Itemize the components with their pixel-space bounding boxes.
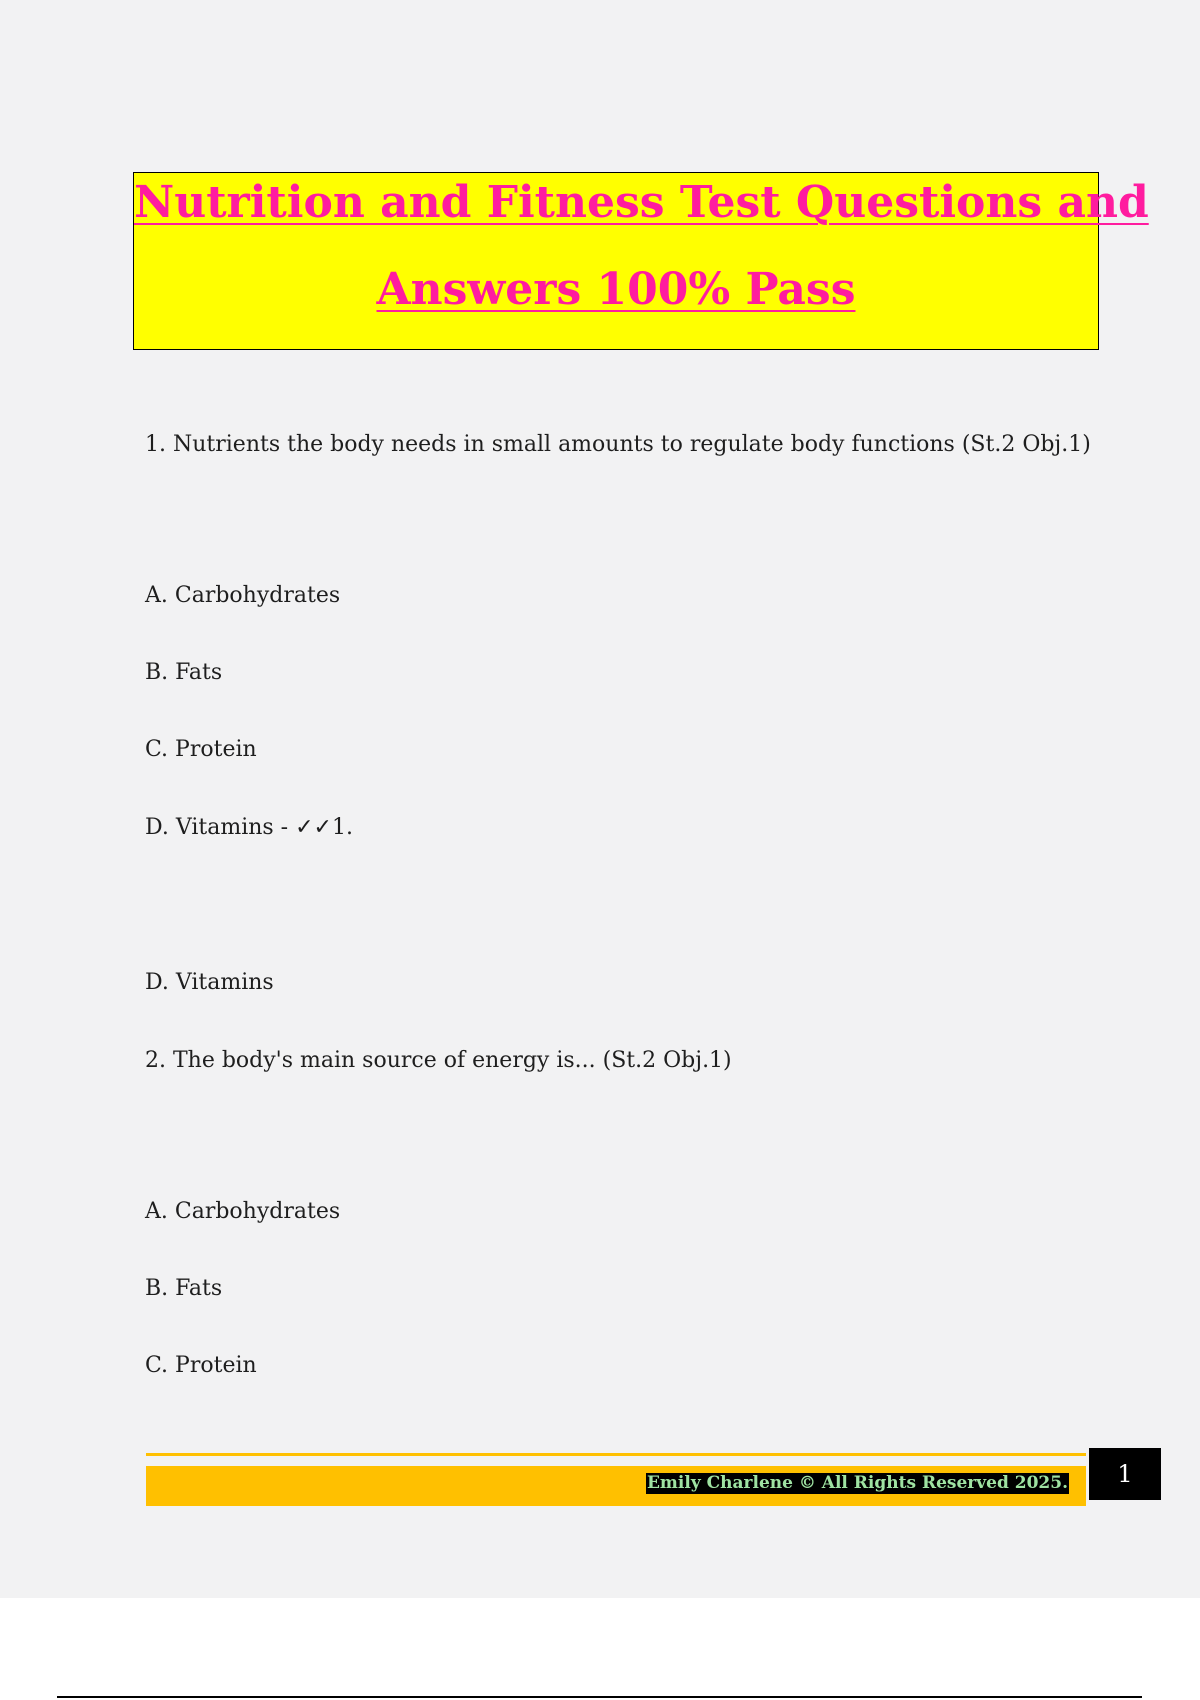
double-check-icon: ✓✓ — [295, 815, 332, 840]
footer-band — [146, 1466, 1086, 1506]
question-1-option-b: B. Fats — [145, 660, 223, 685]
footer-rule — [146, 1453, 1086, 1456]
question-1-option-d — [145, 814, 353, 842]
question-2-prompt: 2. The body's main source of energy is... (St.2 Obj.1) — [145, 1048, 732, 1073]
question-1-option-c: C. Protein — [145, 737, 257, 762]
footer-credit: Emily Charlene © All Rights Reserved 2025. — [646, 1473, 1068, 1493]
question-2-option-c: C. Protein — [145, 1353, 257, 1378]
document-title-line-1: Nutrition and Fitness Test Questions and — [134, 177, 1149, 228]
title-banner — [133, 172, 1149, 350]
question-1-option-a: A. Carbohydrates — [145, 583, 341, 608]
question-2-option-b: B. Fats — [145, 1276, 223, 1301]
option-d-text: D. Vitamins - — [145, 815, 296, 840]
document-title-line-2: Answers 100% Pass — [376, 264, 856, 315]
option-d-suffix: 1. — [332, 815, 353, 840]
bottom-divider — [57, 1696, 1142, 1698]
question-1-answer: D. Vitamins — [145, 970, 274, 995]
question-2-option-a: A. Carbohydrates — [145, 1199, 341, 1224]
page-number: 1 — [1089, 1448, 1161, 1500]
question-1-prompt: 1. Nutrients the body needs in small amounts to regulate body functions (St.2 Obj.1) — [145, 432, 1091, 457]
